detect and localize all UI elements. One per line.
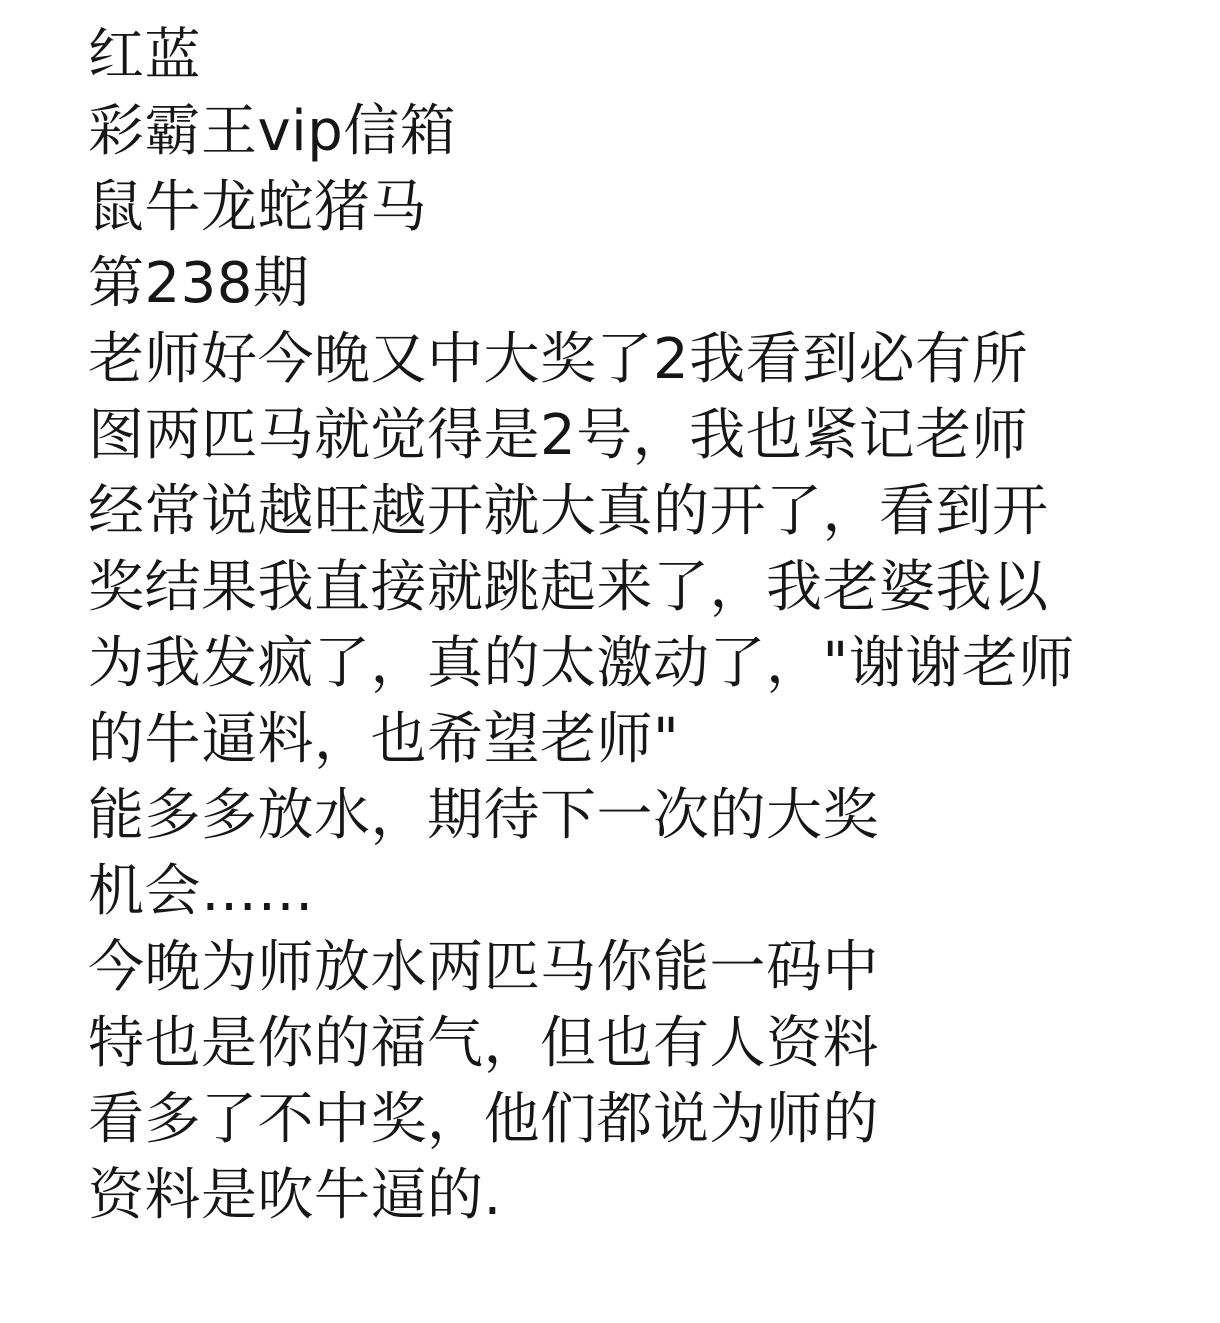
text-line: 经常说越旺越开就大真的开了，看到开 xyxy=(88,479,1049,544)
text-line: 特也是你的福气，但也有人资料 xyxy=(88,1011,879,1076)
text-line: 看多了不中奖，他们都说为师的 xyxy=(88,1087,879,1152)
message-text-block xyxy=(88,18,1160,1234)
text-line: 第238期 xyxy=(88,251,310,316)
text-line: 图两匹马就觉得是2号，我也紧记老师 xyxy=(88,403,1029,468)
text-line: 资料是吹牛逼的. xyxy=(88,1163,502,1228)
text-line: 彩霸王vip信箱 xyxy=(88,99,457,164)
text-line: 红蓝 xyxy=(88,23,201,88)
text-line: 为我发疯了，真的太激动了，"谢谢老师 xyxy=(88,631,1075,696)
text-line: 老师好今晚又中大奖了2我看到必有所 xyxy=(88,327,1029,392)
text-line: 机会…… xyxy=(88,859,314,924)
text-line: 今晚为师放水两匹马你能一码中 xyxy=(88,935,879,1000)
text-line: 奖结果我直接就跳起来了，我老婆我以 xyxy=(88,555,1049,620)
text-line: 的牛逼料，也希望老师" xyxy=(88,707,680,772)
text-line: 鼠牛龙蛇猪马 xyxy=(88,175,427,240)
text-line: 能多多放水，期待下一次的大奖 xyxy=(88,783,879,848)
